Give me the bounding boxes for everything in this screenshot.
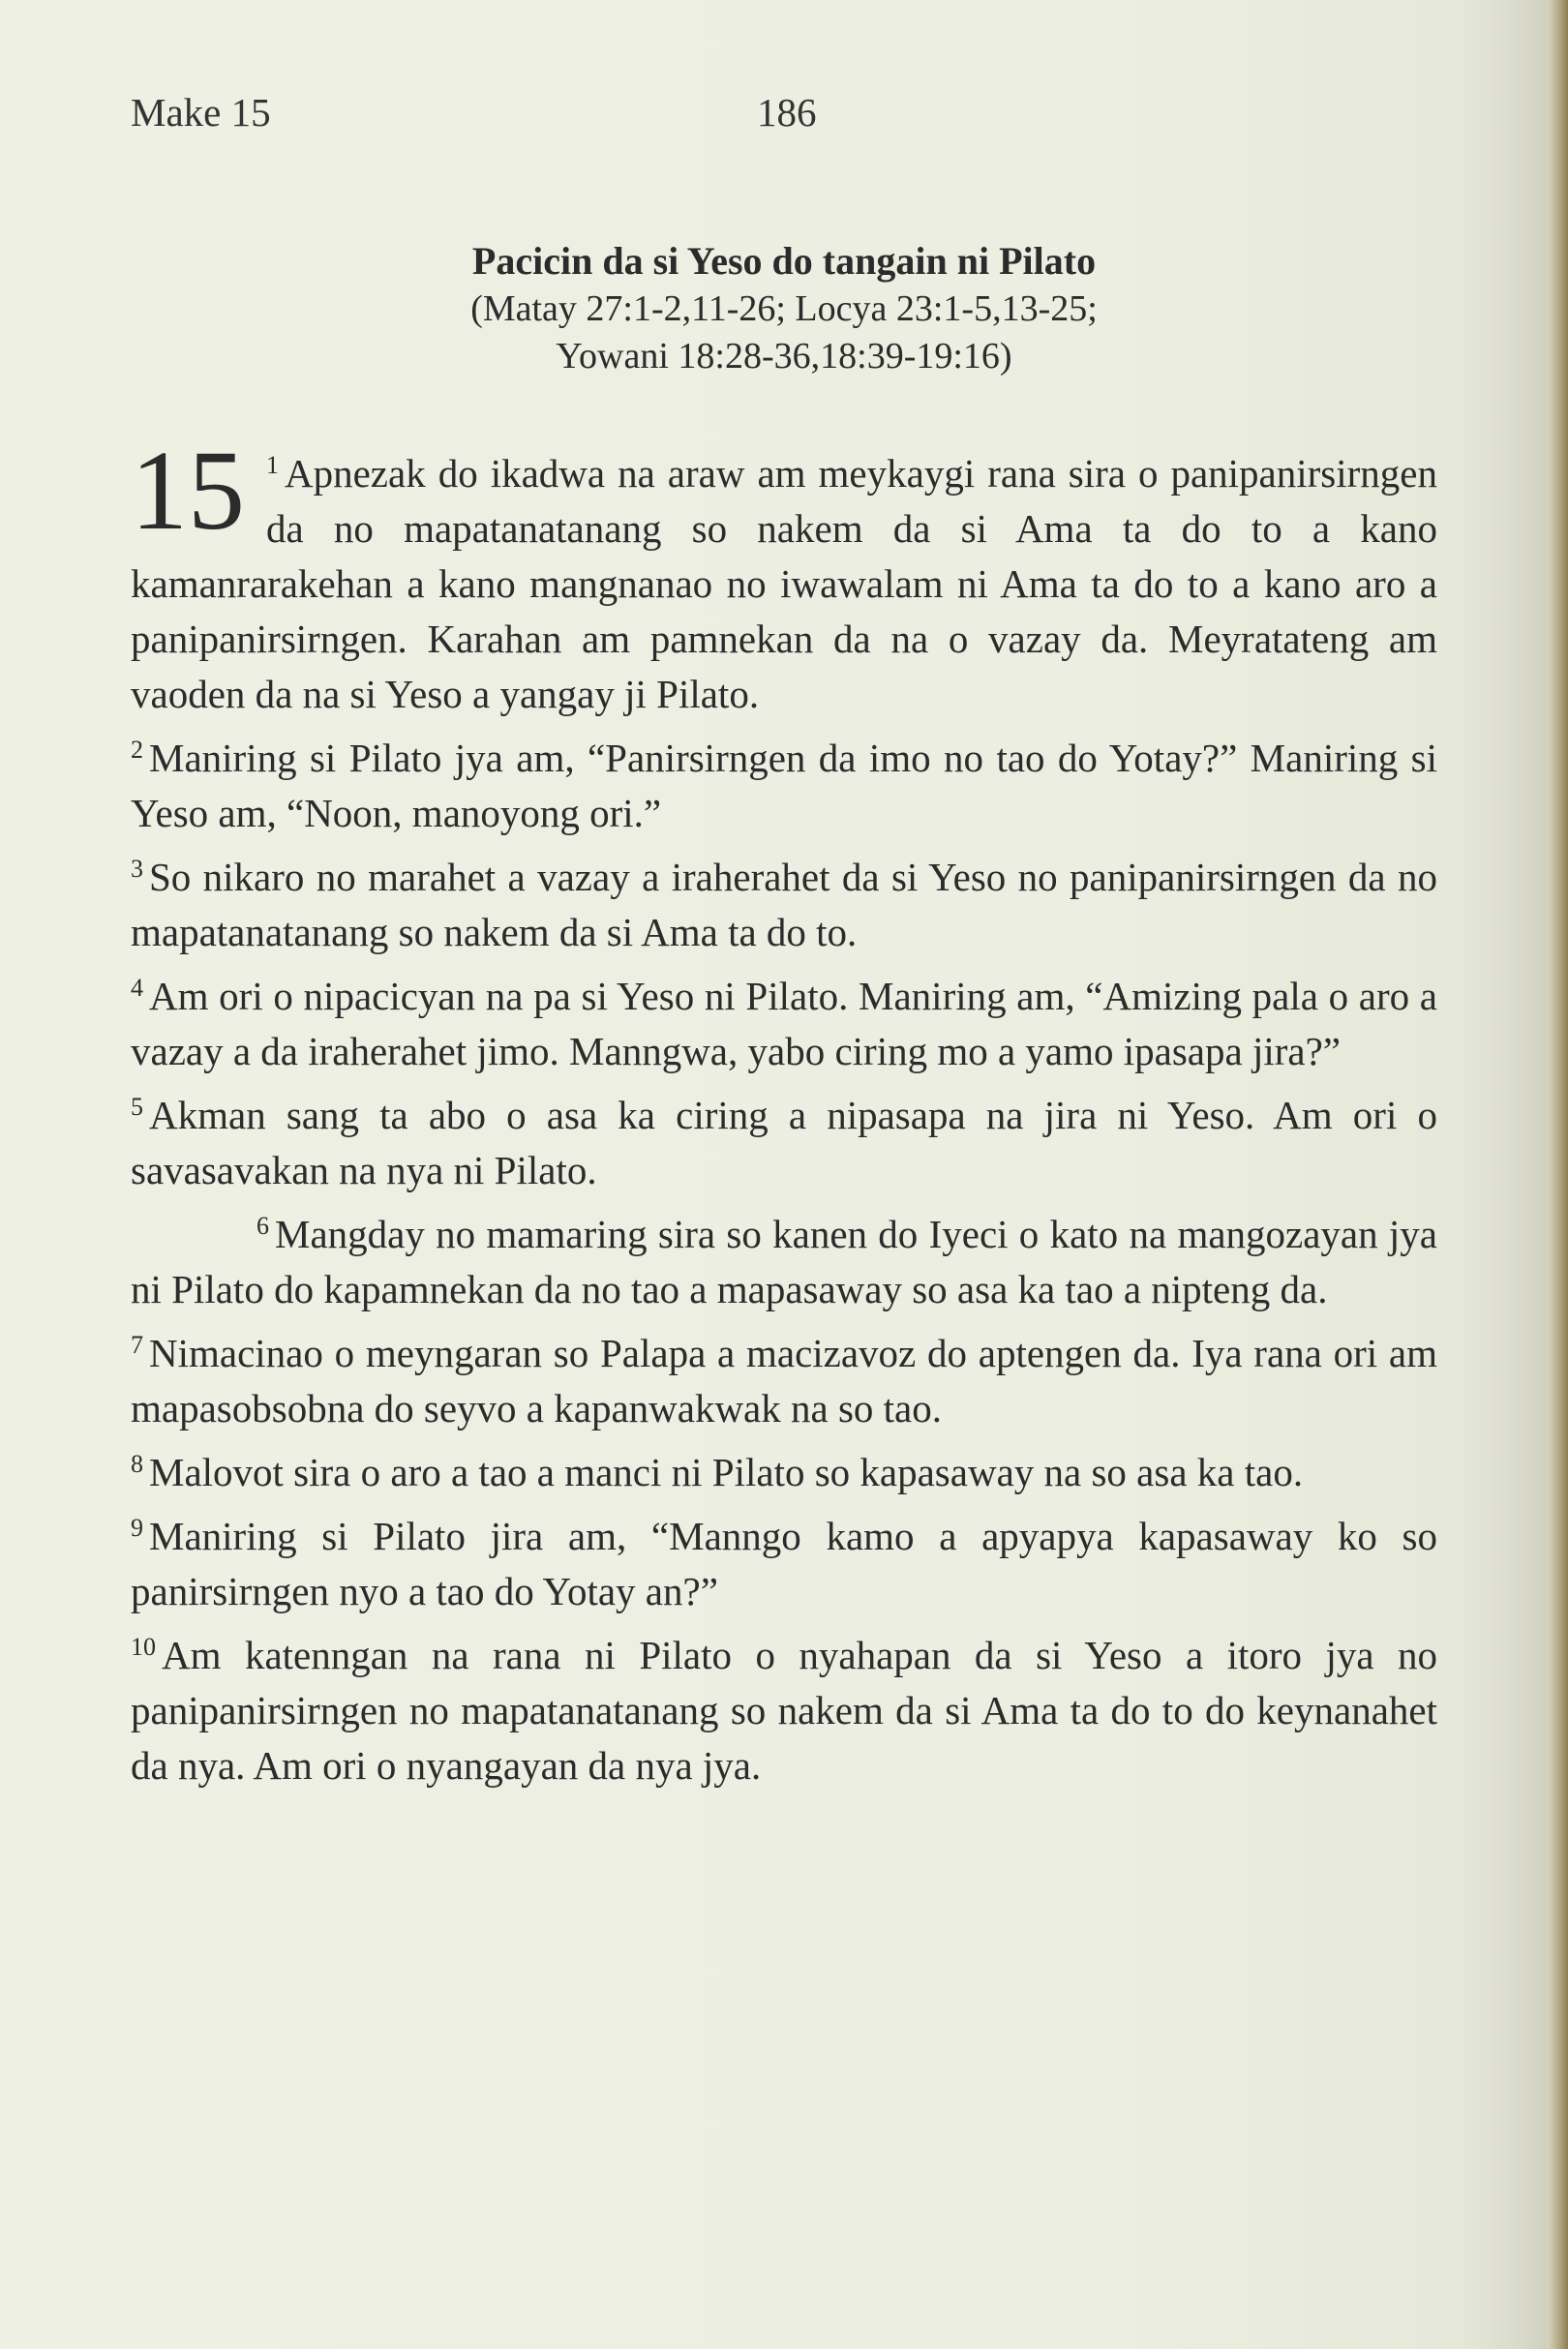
verse-paragraph — [131, 1436, 1437, 1500]
book-chapter-label: Make 15 — [131, 90, 271, 135]
verse-text: So nikaro no marahet a vazay a iraherahet da si Yeso no panipanirsirngen da no mapatanatanang so nakem da si Ama ta do to. — [131, 855, 1437, 954]
section-refs-line2: Yowani 18:28-36,18:39-19:16) — [556, 336, 1012, 377]
verse-number: 2 — [131, 736, 143, 764]
verse-text: Am ori o nipacicyan na pa si Yeso ni Pilato. Maniring am, “Amizing pala o aro a vazay a da iraherahet jimo. Manngwa, yabo ciring mo a yamo ipasapa jira?” — [131, 974, 1437, 1073]
section-title: Pacicin da si Yeso do tangain ni Pilato — [471, 239, 1097, 283]
page-edge — [1547, 0, 1568, 2349]
verse-number: 6 — [256, 1212, 269, 1240]
verse-number: 10 — [131, 1633, 156, 1661]
verse-paragraph — [131, 841, 1437, 960]
verse-paragraph — [131, 427, 1437, 722]
verse-paragraph — [131, 1079, 1437, 1198]
verse-number: 3 — [131, 855, 143, 883]
verse-number: 4 — [131, 974, 143, 1002]
verse-number: 8 — [131, 1450, 143, 1478]
verse-paragraph — [131, 1500, 1437, 1619]
section-refs-line1: (Matay 27:1-2,11-26; Locya 23:1-5,13-25; — [470, 288, 1098, 329]
chapter-number: 15 — [131, 427, 245, 554]
verse-text: Malovot sira o aro a tao a manci ni Pilato so kapasaway na so asa ka tao. — [149, 1450, 1304, 1494]
section-heading — [131, 237, 1437, 381]
page-number: 186 — [757, 90, 817, 135]
verse-text: Apnezak do ikadwa na araw am meykaygi rana sira o panipanirsirngen da no mapatanatanang so nakem da si Ama ta do to a kano kamanrarakehan a kano mangnanao no iwawalam ni Ama ta do to a kano aro a panipanirsirngen. Karahan am pamnekan da na o vazay da. Meyratateng am vaoden da na si Yeso a yangay ji Pilato. — [131, 451, 1437, 716]
verse-text: Maniring si Pilato jya am, “Panirsirngen da imo no tao do Yotay?” Maniring si Yeso am, “Noon, manoyong ori.” — [131, 736, 1437, 835]
verse-number: 9 — [131, 1514, 143, 1542]
verse-text: Maniring si Pilato jira am, “Manngo kamo a apyapya kapasaway ko so panirsirngen nyo a tao do Yotay an?” — [131, 1514, 1437, 1613]
verse-paragraph — [131, 960, 1437, 1079]
verse-number: 7 — [131, 1331, 143, 1359]
verse-text: Mangday no mamaring sira so kanen do Iyeci o kato na mangozayan jya ni Pilato do kapamnekan da no tao a mapasaway so asa ka tao a nipteng da. — [131, 1212, 1437, 1311]
chapter-body — [131, 427, 1437, 1793]
verse-paragraph — [131, 1619, 1437, 1793]
verse-paragraph — [131, 722, 1437, 841]
verse-number: 5 — [131, 1093, 143, 1121]
verse-paragraph — [131, 1198, 1437, 1317]
verse-text: Am katenngan na rana ni Pilato o nyahapan da si Yeso a itoro jya no panipanirsirngen no mapatanatanang so nakem da si Ama ta do to do keynanahet da nya. Am ori o nyangayan da nya jya. — [131, 1633, 1437, 1788]
verse-text: Akman sang ta abo o asa ka ciring a nipasapa na jira ni Yeso. Am ori o savasavakan na nya ni Pilato. — [131, 1093, 1437, 1192]
verse-text: Nimacinao o meyngaran so Palapa a macizavoz do aptengen da. Iya rana ori am mapasobsobna do seyvo a kapanwakwak na so tao. — [131, 1331, 1437, 1430]
verse-paragraph — [131, 1317, 1437, 1436]
verse-number: 1 — [266, 451, 279, 479]
